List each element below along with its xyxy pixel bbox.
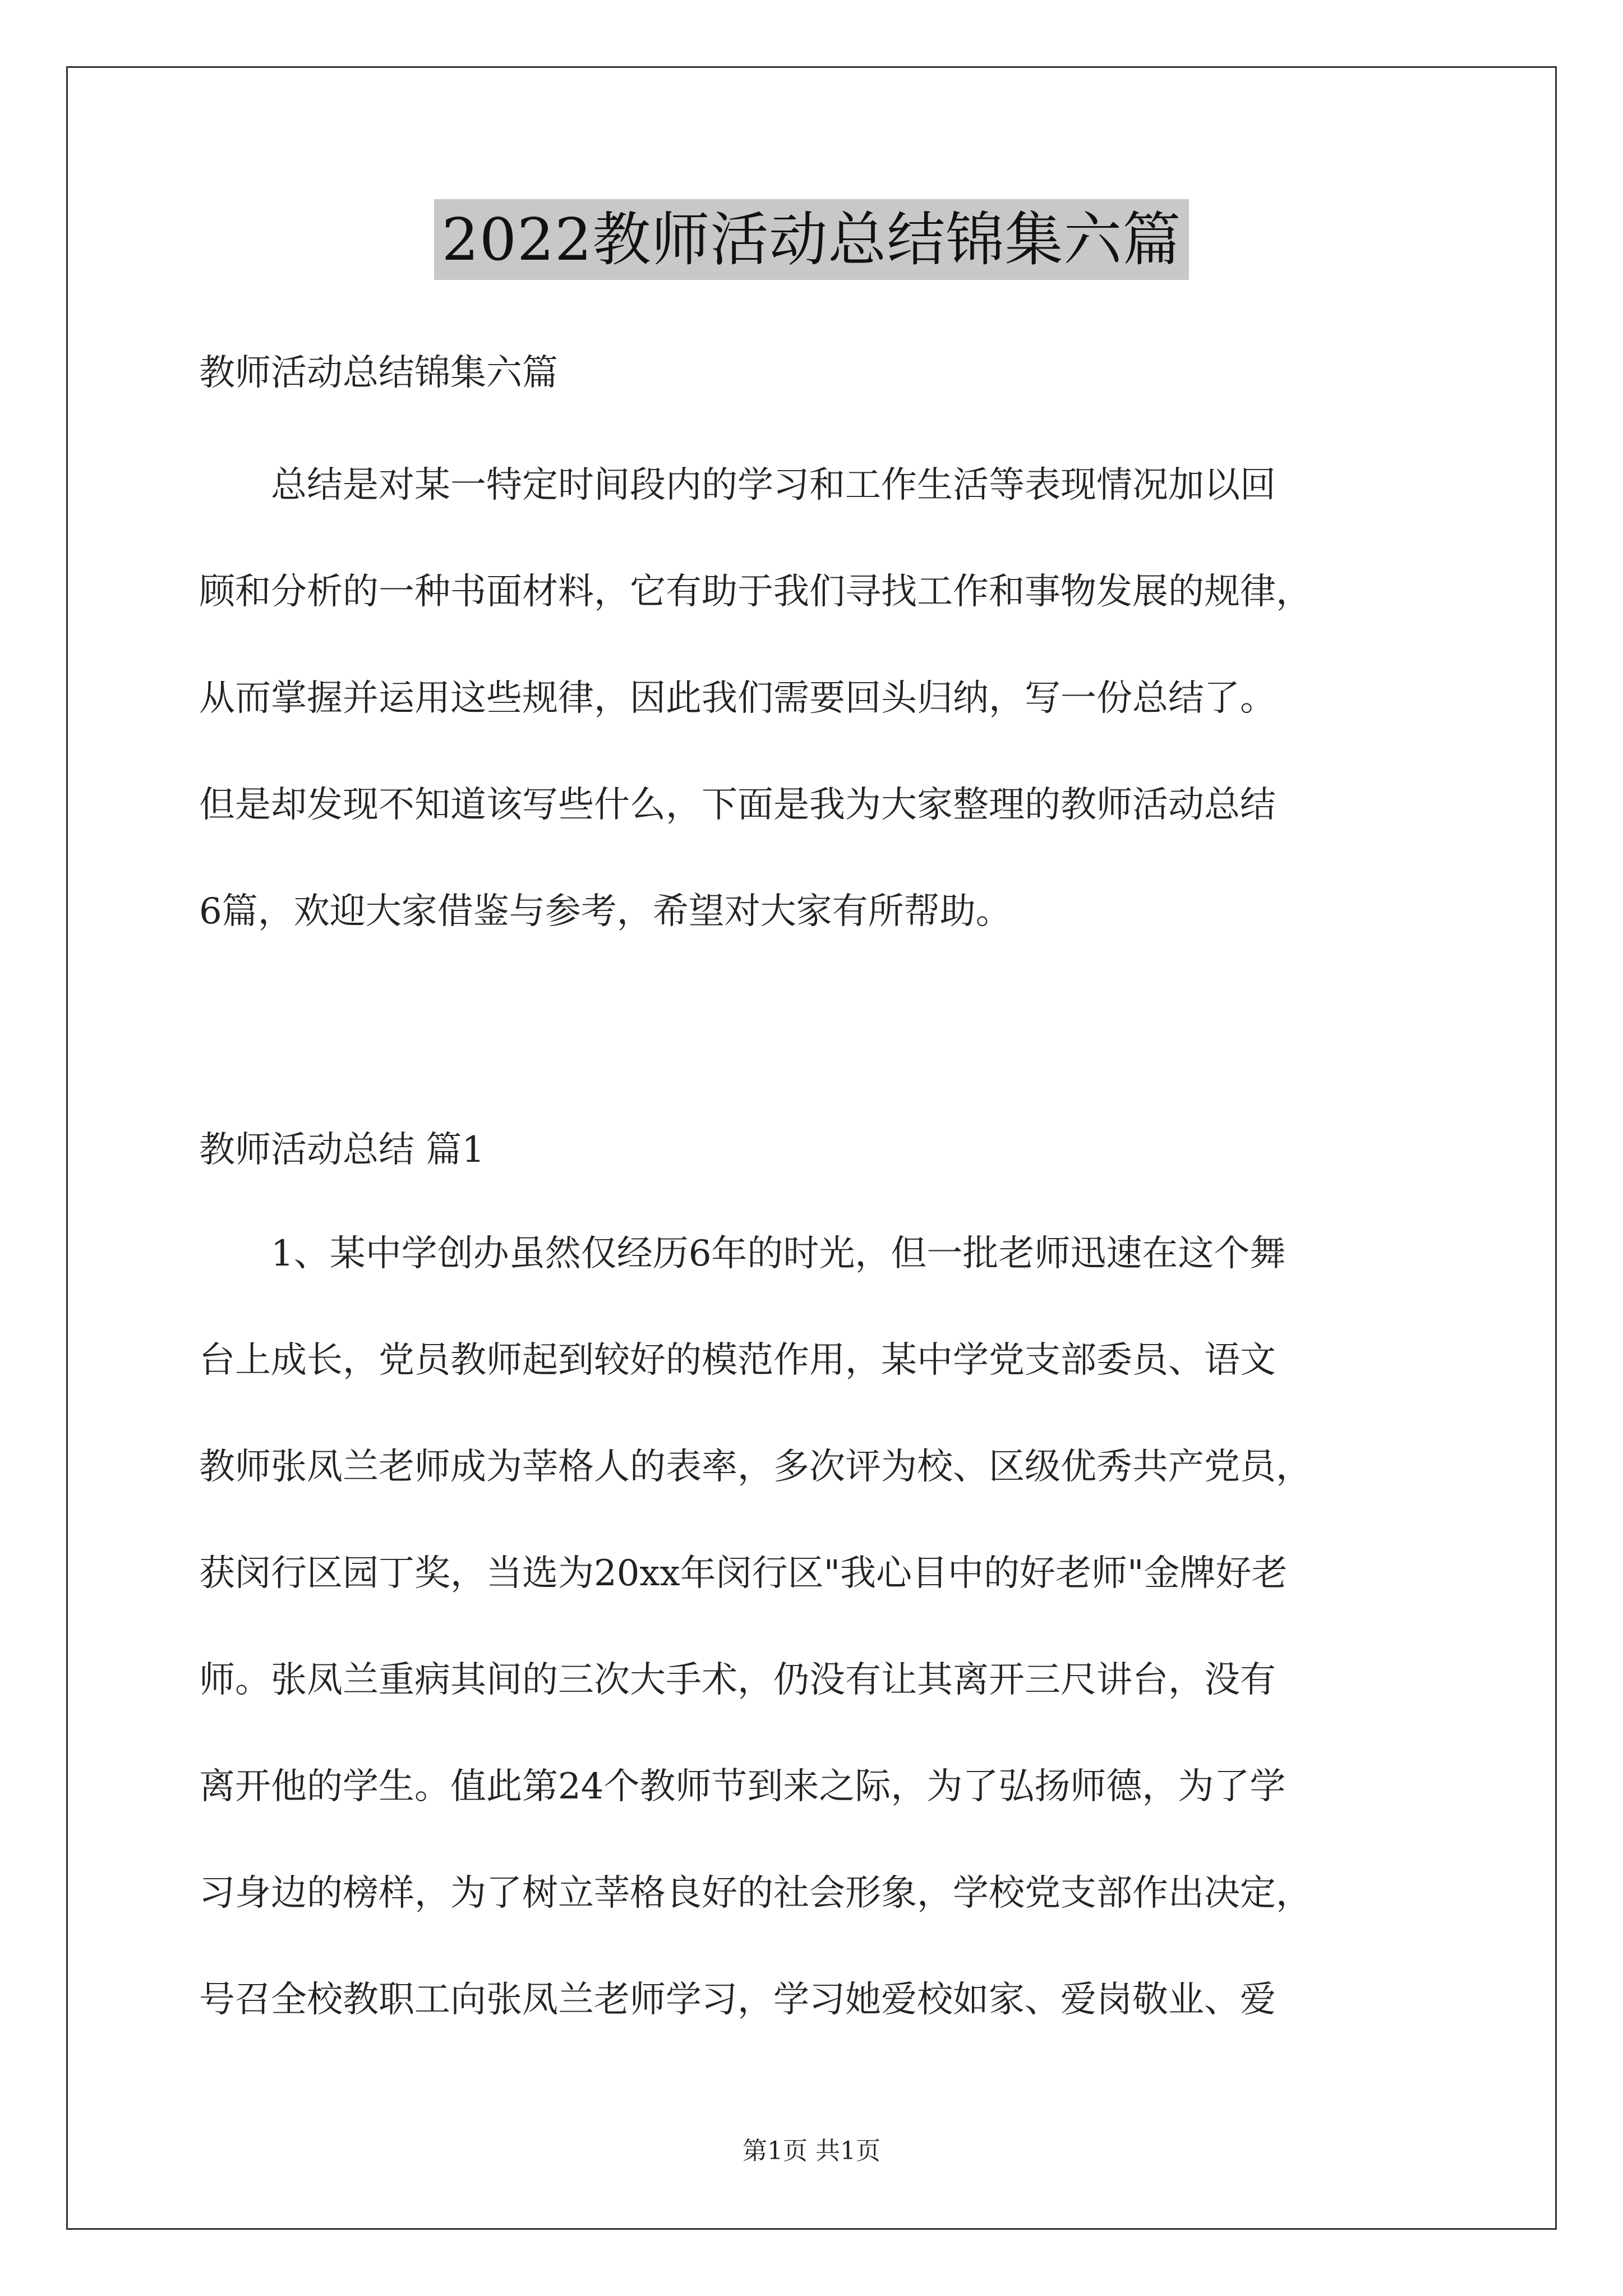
section-line: 台上成长，党员教师起到较好的模范作用，某中学党支部委员、语文 [199,1340,1276,1381]
document-subtitle [199,320,1427,426]
section-line: 师。张凤兰重病其间的三次大手术，仍没有让其离开三尺讲台，没有 [199,1659,1276,1701]
section-line: 习身边的榜样，为了树立莘格良好的社会形象，学校党支部作出决定， [199,1872,1312,1914]
page-footer: 第1页 共1页 [743,2137,880,2165]
intro-line: 总结是对某一特定时间段内的学习和工作生活等表现情况加以回 [271,464,1276,506]
intro-line: 从而掌握并运用这些规律，因此我们需要回头归纳，写一份总结了。 [199,678,1276,719]
section-line: 号召全校教职工向张凤兰老师学习，学习她爱校如家、爱岗敬业、爱 [199,1979,1276,2021]
section-line: 教师张凤兰老师成为莘格人的表率，多次评为校、区级优秀共产党员， [199,1446,1312,1488]
document-title: 2022教师活动总结锦集六篇 [434,199,1189,280]
intro-line: 顾和分析的一种书面材料，它有助于我们寻找工作和事物发展的规律， [199,571,1312,613]
section-line: 1、某中学创办虽然仅经历6年的时光，但一批老师迅速在这个舞 [271,1233,1286,1274]
section-line: 获闵行区园丁奖，当选为20xx年闵行区"我心目中的好老师"金牌好老 [199,1553,1288,1594]
subtitle-line: 教师活动总结锦集六篇 [199,352,558,394]
section-heading-text: 教师活动总结 篇1 [199,1129,485,1171]
section-heading [199,1097,1427,1203]
section-paragraph [199,1200,1427,2053]
section-line: 离开他的学生。值此第24个教师节到来之际，为了弘扬师德，为了学 [199,1766,1286,1807]
intro-line: 但是却发现不知道该写些什么，下面是我为大家整理的教师活动总结 [199,784,1276,826]
intro-paragraph [199,432,1427,965]
title-wrapper [0,199,1623,280]
intro-line: 6篇，欢迎大家借鉴与参考，希望对大家有所帮助。 [199,891,1012,932]
